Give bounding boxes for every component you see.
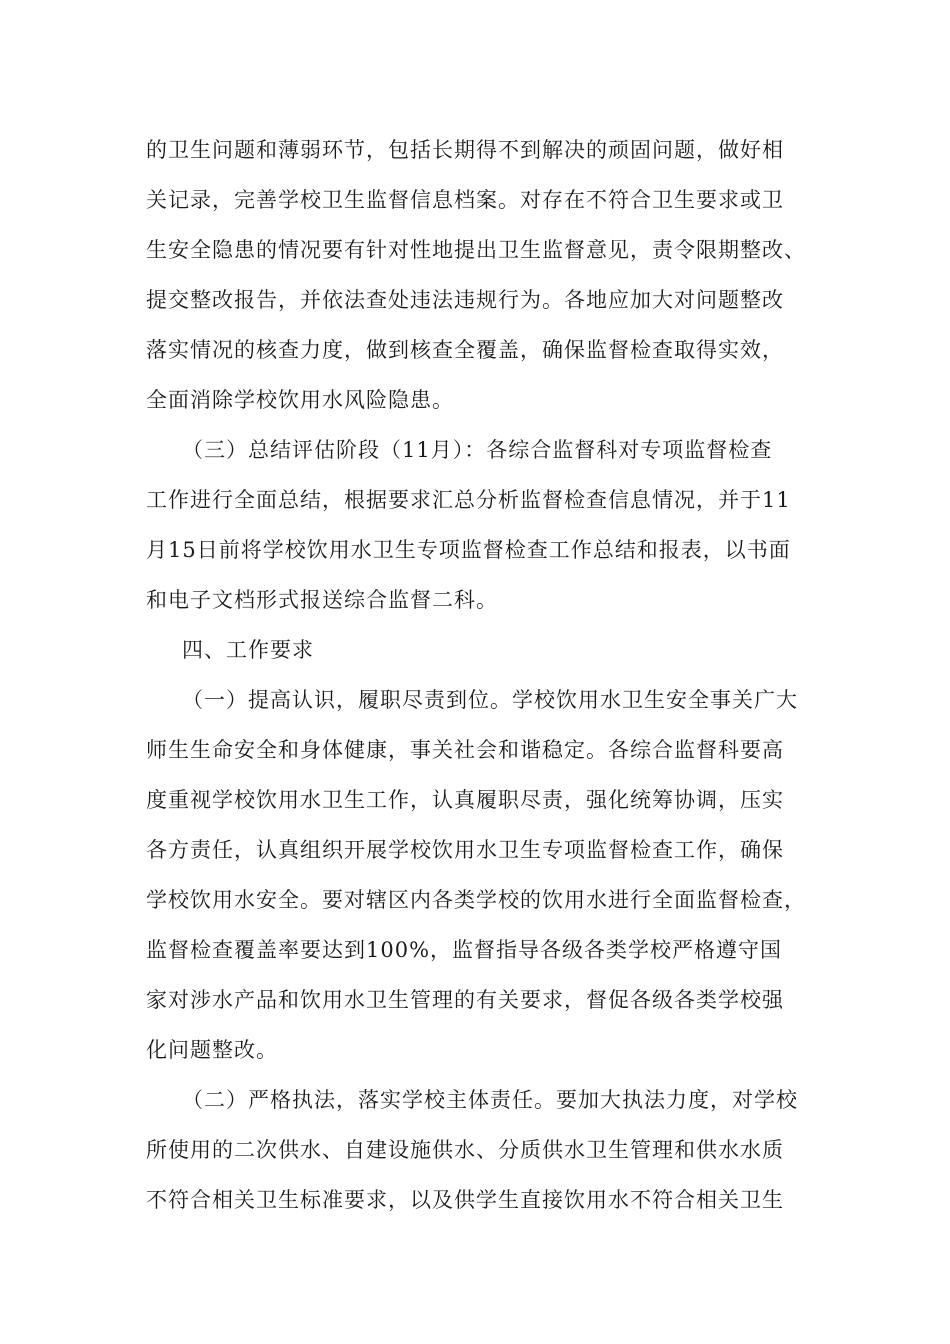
text-line: 师生生命安全和身体健康，事关社会和谐稳定。各综合监督科要高 <box>146 738 784 762</box>
text-line: 全面消除学校饮用水风险隐患。 <box>146 388 454 412</box>
section-heading: 四、工作要求 <box>182 638 314 662</box>
paragraph-start-line: （一）提高认识，履职尽责到位。学校饮用水卫生安全事关广大 <box>182 688 798 712</box>
text-line: 学校饮用水安全。要对辖区内各类学校的饮用水进行全面监督检查， <box>146 888 806 912</box>
text-line: 所使用的二次供水、自建设施供水、分质供水卫生管理和供水水质 <box>146 1138 784 1162</box>
text-line: 关记录，完善学校卫生监督信息档案。对存在不符合卫生要求或卫 <box>146 188 784 212</box>
text-line: 化问题整改。 <box>146 1038 278 1062</box>
text-line: 的卫生问题和薄弱环节，包括长期得不到解决的顽固问题，做好相 <box>146 138 784 162</box>
text-line: 各方责任，认真组织开展学校饮用水卫生专项监督检查工作，确保 <box>146 838 784 862</box>
paragraph-start-line: （三）总结评估阶段（11月）：各综合监督科对专项监督检查 <box>182 438 773 462</box>
paragraph-start-line: （二）严格执法，落实学校主体责任。要加大执法力度，对学校 <box>182 1088 798 1112</box>
text-line: 度重视学校饮用水卫生工作，认真履职尽责，强化统筹协调，压实 <box>146 788 784 812</box>
text-line: 月15日前将学校饮用水卫生专项监督检查工作总结和报表，以书面 <box>146 538 791 562</box>
text-line: 家对涉水产品和饮用水卫生管理的有关要求，督促各级各类学校强 <box>146 988 784 1012</box>
text-line: 落实情况的核查力度，做到核查全覆盖，确保监督检查取得实效， <box>146 338 784 362</box>
text-line: 工作进行全面总结，根据要求汇总分析监督检查信息情况，并于11 <box>146 488 791 512</box>
text-line: 生安全隐患的情况要有针对性地提出卫生监督意见，责令限期整改、 <box>146 238 806 262</box>
text-line: 和电子文档形式报送综合监督二科。 <box>146 588 498 612</box>
text-line: 监督检查覆盖率要达到100%，监督指导各级各类学校严格遵守国 <box>146 938 783 962</box>
text-line: 提交整改报告，并依法查处违法违规行为。各地应加大对问题整改 <box>146 288 784 312</box>
text-line: 不符合相关卫生标准要求，以及供学生直接饮用水不符合相关卫生 <box>146 1188 784 1212</box>
